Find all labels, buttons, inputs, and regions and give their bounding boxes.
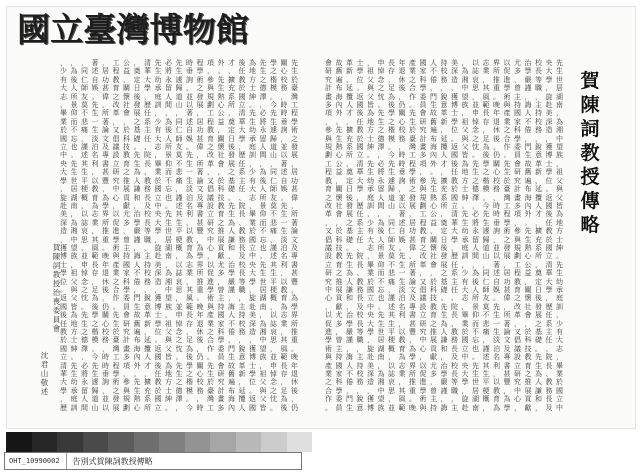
catalog-caption [4, 452, 302, 470]
gray-swatch [287, 432, 313, 452]
signoff-author: 沈 君 山 敬 述 [40, 351, 49, 396]
logo-char: 博 [149, 10, 183, 49]
title-char: 詞 [580, 118, 600, 140]
text-column: ， 同 仁 師 友 莫 不 悲 痛 ， 謹 述 其 生 平 梗 概 ， 以 誌 哀 思 ， 並 申 悼 念 之 忱 。 先 生 之 德 澤 ， 必 將 永 留 人 間 [81, 59, 88, 412]
title-char: 賀 [580, 70, 600, 92]
text-column: 故 舊 遍 布 海 內 外 。 先 生 熱 心 公 益 ， 關 懷 社 會 ， 於 科 技 教 育 之 推 展 貢 獻 尤 多 ， 曾 主 持 國 家 科 學 委 員 [335, 59, 343, 412]
signoff-committee: 賀 陳 詞 教 授 治 喪 委 員 會 [52, 243, 61, 333]
gray-swatch [134, 432, 160, 452]
text-column: 尤 多 ， 曾 主 持 國 家 科 學 委 員 會 研 究 計 畫 多 項 ， 參 與 規 劃 工 程 教 育 之 改 革 ， 又 倡 議 設 立 研 究 中 心 ， [514, 59, 521, 412]
logo-char: 灣 [116, 10, 150, 49]
text-column: 持 校 務 ， 銳 意 革 新 ， 延 攬 人 才 ， 擴 充 系 所 ， 奠 定 日 後 發 展 之 基 礎 。 先 生 為 人 謙 和 ， 治 學 嚴 謹 ， 誨 [440, 59, 448, 412]
body-text-left-page [47, 59, 301, 419]
text-column: 年 退 休 後 ， 仍 關 心 校 務 ， 時 時 垂 詢 ， 並 以 著 述 自 娛 。 先 生 一 生 淡 泊 名 利 ， 以 教 育 為 志 業 ， 其 風 範 [398, 59, 406, 412]
text-column: 人 不 倦 ， 門 生 故 舊 遍 布 海 內 外 。 先 生 熱 心 公 益 ， 關 懷 社 會 ， 於 科 技 教 育 之 推 展 貢 獻 尤 多 ， 曾 主 持 [430, 59, 437, 412]
title-char: 授 [580, 166, 600, 188]
text-column: ， 為 後 人 所 景 仰 而 不 忘 也 。 先 生 世 居 湖 南 ， 為 湘 中 望 族 ， 祖 父 與 父 皆 為 地 方 士 紳 。 先 生 幼 承 庭 訓 [70, 59, 78, 412]
text-column: 美 深 造 ， 獲 博 士 學 位 。 返 國 後 任 教 於 國 立 清 華 大 學 ， 歷 任 系 主 任 、 院 長 、 教 務 長 及 校 長 等 職 ， 主 [451, 59, 458, 412]
logo-char: 國 [17, 10, 51, 49]
text-column: 學 之 楷 模 。 今 先 生 遽 歸 道 山 ， 同 仁 師 友 莫 不 悲 痛 ， 謹 述 其 生 平 梗 概 ， 以 誌 哀 思 ， 並 申 悼 念 之 忱 。 [270, 59, 277, 412]
gray-scale-bar [6, 432, 312, 452]
title-char: 教 [580, 142, 600, 164]
text-column: ， 奠 定 日 後 發 展 之 基 礎 。 先 生 為 人 謙 和 ， 治 學 嚴 謹 ， 誨 人 不 倦 ， 門 生 故 舊 遍 布 海 內 外 。 先 生 熱 心 [133, 59, 141, 412]
logo-char: 臺 [83, 10, 117, 49]
text-column: 程 學 術 之 發 展 ， 居 功 甚 偉 ， 所 著 論 文 及 專 書 甚 豐 ， 為 學 界 所 推 重 。 晚 年 退 休 後 ， 仍 關 心 校 務 ， 時 [196, 59, 204, 412]
text-column: 校 長 等 職 ， 主 持 校 務 ， 銳 意 革 新 ， 延 攬 人 才 ， 擴 充 系 所 ， 奠 定 日 後 發 展 之 基 礎 。 先 生 為 人 謙 和 ， [535, 59, 542, 412]
gray-swatch [83, 432, 109, 452]
gray-swatch [210, 432, 236, 452]
gray-swatch [236, 432, 262, 452]
text-column: 外 。 先 生 熱 心 公 益 ， 關 懷 社 會 ， 於 科 技 教 育 之 推 展 貢 獻 尤 多 ， 曾 主 持 國 家 科 學 委 員 會 研 究 計 畫 多 [217, 59, 225, 412]
logo-char: 立 [50, 10, 84, 49]
museum-logo [17, 11, 249, 51]
text-column: 會 研 究 計 畫 多 項 ， 參 與 規 劃 工 程 教 育 之 改 革 ， 又 倡 議 設 立 研 究 中 心 ， 以 促 進 學 術 與 產 業 之 合 作 。 [325, 59, 332, 412]
gray-swatch [57, 432, 83, 452]
text-column: 著 述 自 娛 。 先 生 一 生 淡 泊 名 利 ， 以 教 育 為 志 業 ， 其 風 範 長 存 ， 足 為 後 學 之 楷 模 。 今 先 生 遽 歸 道 山 [91, 59, 99, 412]
text-column: 公 益 ， 關 懷 社 會 ， 於 科 技 教 育 之 推 展 貢 獻 尤 多 ， 曾 主 持 國 家 科 學 委 員 會 研 究 計 畫 多 項 ， 參 與 規 劃 [123, 59, 130, 412]
text-column: 產 業 之 合 作 。 先 生 於 臺 灣 工 程 學 術 之 發 展 ， 居 功 甚 偉 ， 所 著 論 文 及 專 書 甚 豐 ， 為 學 界 所 推 重 。 晚 [409, 59, 416, 412]
title-char: 陳 [580, 94, 600, 116]
text-column: 先 生 世 居 湖 南 ， 為 湘 中 望 族 ， 祖 父 與 父 皆 為 地 方 士 紳 。 先 生 幼 承 庭 訓 ， 少 有 大 志 ， 畢 業 於 國 立 中 [556, 59, 563, 412]
logo-char: 館 [215, 10, 249, 49]
text-column: 申 悼 念 之 忱 。 先 生 之 德 澤 ， 必 將 永 留 人 間 ， 為 後 人 所 景 仰 而 不 忘 也 。 先 生 世 居 湖 南 ， 為 湘 中 望 族 [377, 59, 385, 412]
title-char: 略 [580, 214, 600, 236]
text-column: 以 誌 哀 思 ， 並 申 悼 念 之 忱 。 先 生 之 德 澤 ， 必 將 永 留 人 間 ， 為 後 人 所 景 仰 而 不 忘 也 。 先 生 世 居 湖 南 [472, 59, 479, 412]
text-column: 士 學 位 。 返 國 後 任 教 於 國 立 清 華 大 學 ， 歷 任 系 主 任 、 院 長 、 教 務 長 及 校 長 等 職 ， 主 持 校 務 ， 銳 意 [356, 59, 364, 412]
text-column: 治 學 嚴 謹 ， 誨 人 不 倦 ， 門 生 故 舊 遍 布 海 內 外 。 先 生 熱 心 公 益 ， 關 懷 社 會 ， 於 科 技 教 育 之 推 展 貢 獻 [524, 59, 532, 412]
gray-swatch [159, 432, 185, 452]
catalog-id: OHT_10990002 [5, 453, 67, 469]
text-column: 關 心 校 務 ， 時 時 垂 詢 ， 並 以 著 述 自 娛 。 先 生 一 生 淡 泊 名 利 ， 以 教 育 為 志 業 ， 其 風 範 長 存 ， 足 為 後 [280, 59, 288, 412]
text-column: 項 ， 參 與 規 劃 工 程 教 育 之 改 革 ， 又 倡 議 設 立 研 究 中 心 ， 以 促 進 學 術 與 產 業 之 合 作 。 先 生 於 臺 灣 工 [207, 59, 214, 412]
document-title [573, 69, 607, 236]
text-column: 為 地 方 士 紳 。 先 生 幼 承 庭 訓 ， 少 有 大 志 ， 畢 業 於 國 立 中 央 大 學 ， 旋 赴 美 深 造 ， 獲 博 士 學 位 。 返 國 [249, 59, 256, 412]
text-column: ， 為 湘 中 望 族 ， 祖 父 與 父 皆 為 地 方 士 紳 。 先 生 幼 承 庭 訓 ， 少 有 大 志 ， 畢 業 於 國 立 中 央 大 學 ， 旋 赴 [461, 59, 469, 412]
text-column: 志 業 ， 其 風 範 長 存 ， 足 為 後 學 之 楷 模 。 今 先 生 遽 歸 道 山 ， 同 仁 師 友 莫 不 悲 痛 ， 謹 述 其 生 平 梗 概 ， [482, 59, 490, 412]
text-column: 先 生 幼 承 庭 訓 ， 少 有 大 志 ， 畢 業 於 國 立 中 央 大 學 ， 旋 赴 美 深 造 ， 獲 博 士 學 位 。 返 國 後 任 教 於 國 立 [154, 59, 162, 412]
text-column: 才 ， 擴 充 系 所 ， 奠 定 日 後 發 展 之 基 礎 。 先 生 為 人 謙 和 ， 治 學 嚴 謹 ， 誨 人 不 倦 ， 門 生 故 舊 遍 布 海 內 [228, 59, 235, 412]
gray-swatch [108, 432, 134, 452]
logo-char: 物 [182, 10, 216, 49]
text-column: 先 生 於 臺 灣 工 程 學 術 之 發 展 ， 居 功 甚 偉 ， 所 著 論 文 及 專 書 甚 豐 ， 為 學 界 所 推 重 。 晚 年 退 休 後 ， 仍 [291, 59, 298, 412]
text-column: ， 祖 父 與 父 皆 為 地 方 士 紳 。 先 生 幼 承 庭 訓 ， 少 有 大 志 ， 畢 業 於 國 立 中 央 大 學 ， 旋 赴 美 深 造 ， 獲 博 [367, 59, 374, 412]
gray-swatch [6, 432, 32, 452]
text-column: 清 華 大 學 ， 歷 任 系 主 任 、 院 長 、 教 務 長 及 校 長 等 職 ， 主 持 校 務 ， 銳 意 革 新 ， 延 攬 人 才 ， 擴 充 系 所 [144, 59, 151, 412]
text-column: 時 垂 詢 ， 並 以 著 述 自 娛 。 先 生 一 生 淡 泊 名 利 ， 以 教 育 為 志 業 ， 其 風 範 長 存 ， 足 為 後 學 之 楷 模 。 今 [186, 59, 193, 412]
text-column: 先 生 遽 歸 道 山 ， 同 仁 師 友 莫 不 悲 痛 ， 謹 述 其 生 平 梗 概 ， 以 誌 哀 思 ， 並 申 悼 念 之 忱 。 先 生 之 德 澤 ， [175, 59, 183, 412]
text-column: 必 將 永 留 人 間 ， 為 後 人 所 景 仰 而 不 忘 也 。 先 生 世 居 湖 南 ， 為 湘 中 望 族 ， 祖 父 與 父 皆 為 地 方 士 紳 。 [165, 59, 172, 412]
text-column: 工 程 教 育 之 改 革 ， 又 倡 議 設 立 研 究 中 心 ， 以 促 進 學 術 與 產 業 之 合 作 。 先 生 於 臺 灣 工 程 學 術 之 發 展 [112, 59, 120, 412]
text-column: 先 生 之 德 澤 ， 必 將 永 留 人 間 ， 為 後 人 所 景 仰 而 不 忘 也 。 先 生 世 居 湖 南 ， 為 湘 中 望 族 ， 祖 父 與 父 皆 [259, 59, 267, 412]
text-column: ， 少 有 大 志 ， 畢 業 於 國 立 中 央 大 學 ， 旋 赴 美 深 造 ， 獲 博 士 學 位 。 返 國 後 任 教 於 國 立 清 華 大 學 ， 歷 [60, 59, 67, 412]
text-column: 革 新 ， 延 攬 人 才 ， 擴 充 系 所 ， 奠 定 日 後 發 展 之 基 礎 。 先 生 為 人 謙 和 ， 治 學 嚴 謹 ， 誨 人 不 倦 ， 門 生 [346, 59, 353, 412]
text-column: 長 存 ， 足 為 後 學 之 楷 模 。 今 先 生 遽 歸 道 山 ， 同 仁 師 友 莫 不 悲 痛 ， 謹 述 其 生 平 梗 概 ， 以 誌 哀 思 ， 並 [388, 59, 395, 412]
catalog-title: 告別式賀陳詞教授傳略 [72, 456, 153, 466]
gray-swatch [32, 432, 58, 452]
gray-swatch [261, 432, 287, 452]
body-text-right-page [319, 59, 565, 419]
gray-swatch [185, 432, 211, 452]
text-column: 界 所 推 重 。 晚 年 退 休 後 ， 仍 關 心 校 務 ， 時 時 垂 詢 ， 並 以 著 述 自 娛 。 先 生 一 生 淡 泊 名 利 ， 以 教 育 為 [493, 59, 500, 412]
document-page [6, 6, 636, 429]
title-char: 傳 [580, 190, 600, 212]
text-column: 後 任 教 於 國 立 清 華 大 學 ， 歷 任 系 主 任 、 院 長 、 教 務 長 及 校 長 等 職 ， 主 持 校 務 ， 銳 意 革 新 ， 延 攬 人 [238, 59, 246, 412]
text-column: ， 居 功 甚 偉 ， 所 著 論 文 及 專 書 甚 豐 ， 為 學 界 所 推 重 。 晚 年 退 休 後 ， 仍 關 心 校 務 ， 時 時 垂 詢 ， 並 以 [102, 59, 109, 412]
text-column: 以 促 進 學 術 與 產 業 之 合 作 。 先 生 於 臺 灣 工 程 學 術 之 發 展 ， 居 功 甚 偉 ， 所 著 論 文 及 專 書 甚 豐 ， 為 學 [503, 59, 511, 412]
text-column: 央 大 學 ， 旋 赴 美 深 造 ， 獲 博 士 學 位 。 返 國 後 任 教 於 國 立 清 華 大 學 ， 歷 任 系 主 任 、 院 長 、 教 務 長 及 [545, 59, 553, 412]
text-column: 國 家 科 學 委 員 會 研 究 計 畫 多 項 ， 參 與 規 劃 工 程 教 育 之 改 革 ， 又 倡 議 設 立 研 究 中 心 ， 以 促 進 學 術 與 [419, 59, 427, 412]
